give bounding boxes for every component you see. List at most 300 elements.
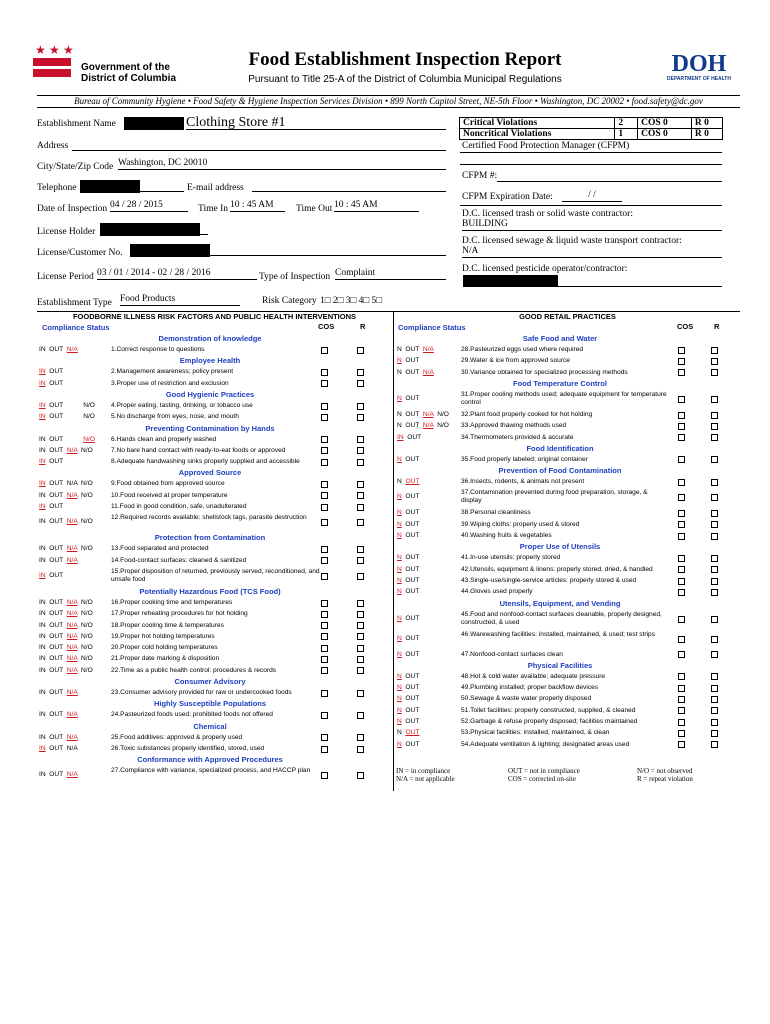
compliance-status[interactable]: IN OUT N/A xyxy=(39,771,78,779)
marked-status: N/A xyxy=(66,610,78,618)
item-description: 53.Physical facilities: installed, maintained, & clean xyxy=(461,729,610,737)
cos-checkbox[interactable] xyxy=(678,730,685,737)
compliance-status[interactable]: IN OUT N/A N/O xyxy=(39,632,93,640)
cfpm-exp-field[interactable]: / / xyxy=(562,190,622,202)
risk-category-options[interactable]: 1□ 2□ 3□ 4□ 5□ xyxy=(320,296,382,306)
noncritical-violations-label: Noncritical Violations xyxy=(460,129,615,140)
compliance-status[interactable]: IN OUT N/A xyxy=(39,711,78,719)
cos-checkbox[interactable] xyxy=(321,481,328,488)
inspection-type-label: Type of Inspection xyxy=(259,272,331,282)
group-heading: Utensils, Equipment, and Vending xyxy=(499,598,621,608)
list-item xyxy=(397,488,740,508)
group-heading: Prevention of Food Contamination xyxy=(498,466,622,476)
compliance-status[interactable]: IN OUT xyxy=(39,368,64,376)
establishment-name-label: Establishment Name xyxy=(37,119,116,129)
city-field[interactable]: Washington, DC 20010 xyxy=(118,158,446,170)
cos-checkbox[interactable] xyxy=(321,746,328,753)
marked-status: OUT xyxy=(405,729,420,737)
item-description: 34.Thermometers provided & accurate xyxy=(461,433,574,441)
item-description: 16.Proper cooking time and temperatures xyxy=(111,598,233,606)
cos-checkbox[interactable] xyxy=(321,414,328,421)
marked-status: N xyxy=(397,684,402,692)
r-checkbox[interactable] xyxy=(711,347,718,354)
compliance-status[interactable]: IN OUT N/A xyxy=(39,733,78,741)
r-checkbox[interactable] xyxy=(711,578,718,585)
item-description: 12.Required records available: shellstock tags, parasite destruction xyxy=(111,514,307,522)
marked-status: N xyxy=(397,565,402,573)
redacted-block xyxy=(124,117,184,130)
pesticide-contractor-label: D.C. licensed pesticide operator/contractor: xyxy=(462,264,628,274)
r-checkbox[interactable] xyxy=(711,651,718,658)
compliance-status[interactable]: N OUT xyxy=(397,565,420,573)
cos-checkbox[interactable] xyxy=(678,369,685,376)
cos-checkbox[interactable] xyxy=(678,589,685,596)
list-item xyxy=(397,477,740,488)
item-description: 25.Food additives: approved & properly used xyxy=(111,733,243,741)
r-checkbox[interactable] xyxy=(357,380,364,387)
r-checkbox[interactable] xyxy=(357,690,364,697)
list-item xyxy=(397,576,740,587)
item-description: 2.Management awareness; policy present xyxy=(111,368,234,376)
list-item xyxy=(39,632,391,643)
compliance-status[interactable]: N OUT xyxy=(397,455,420,463)
cos-checkbox[interactable] xyxy=(678,494,685,501)
cfpm-line xyxy=(460,164,722,165)
marked-status: N/A xyxy=(66,491,78,499)
list-item xyxy=(39,609,391,620)
list-item xyxy=(39,643,391,654)
r-checkbox[interactable] xyxy=(357,546,364,553)
group-heading: Employee Health xyxy=(179,356,241,366)
group-heading: Approved Source xyxy=(178,468,242,478)
time-in-field[interactable]: 10 : 45 AM xyxy=(230,200,285,212)
item-description: 14.Food-contact surfaces: cleaned & sanitized xyxy=(111,556,247,564)
compliance-status[interactable]: N OUT xyxy=(397,684,420,692)
cos-checkbox[interactable] xyxy=(321,667,328,674)
item-description: 13.Food separated and protected xyxy=(111,545,209,553)
r-checkbox[interactable] xyxy=(711,589,718,596)
r-checkbox[interactable] xyxy=(357,414,364,421)
r-checkbox[interactable] xyxy=(711,616,718,623)
r-checkbox[interactable] xyxy=(357,504,364,511)
compliance-status[interactable]: IN OUT N/A N/O xyxy=(39,491,93,499)
compliance-status[interactable]: N OUT xyxy=(397,478,420,486)
r-checkbox[interactable] xyxy=(711,685,718,692)
right-r-label: R xyxy=(714,322,720,331)
cos-checkbox[interactable] xyxy=(678,396,685,403)
cos-checkbox[interactable] xyxy=(678,412,685,419)
marked-status: N/A xyxy=(66,556,78,564)
r-checkbox[interactable] xyxy=(357,573,364,580)
dc-government-logo xyxy=(33,44,183,88)
compliance-status[interactable]: N OUT xyxy=(397,695,420,703)
inspection-date-field[interactable]: 04 / 28 / 2015 xyxy=(110,200,188,212)
cos-checkbox[interactable] xyxy=(321,447,328,454)
redacted-block xyxy=(80,180,140,193)
cos-checkbox[interactable] xyxy=(678,673,685,680)
email-field[interactable] xyxy=(252,180,446,192)
cos-checkbox[interactable] xyxy=(678,479,685,486)
item-description: 19.Proper hot holding temperatures xyxy=(111,632,215,640)
item-description: 4.Proper eating, tasting, drinking, or tobacco use xyxy=(111,401,253,409)
cos-checkbox[interactable] xyxy=(321,645,328,652)
marked-status: N xyxy=(397,455,402,463)
license-holder-field[interactable] xyxy=(200,223,208,235)
left-cos-label: COS xyxy=(318,322,335,331)
cos-checkbox[interactable] xyxy=(321,380,328,387)
group-heading: Protection from Contamination xyxy=(154,533,266,543)
r-checkbox[interactable] xyxy=(357,772,364,779)
r-checkbox[interactable] xyxy=(357,436,364,443)
list-item xyxy=(397,508,740,519)
sewage-contractor-field[interactable]: N/A xyxy=(462,246,722,258)
noncritical-violations-count: 1 xyxy=(615,129,638,140)
r-checkbox[interactable] xyxy=(711,479,718,486)
compliance-status[interactable]: N OUT xyxy=(397,672,420,680)
r-checkbox[interactable] xyxy=(357,645,364,652)
list-item xyxy=(39,621,391,632)
item-description: 3.Proper use of restriction and exclusion xyxy=(111,379,229,387)
list-item xyxy=(39,688,391,699)
marked-status: IN xyxy=(39,368,46,376)
compliance-status[interactable]: IN OUT N/A N/O xyxy=(39,621,93,629)
cos-checkbox[interactable] xyxy=(678,510,685,517)
r-checkbox[interactable] xyxy=(711,741,718,748)
item-description: 28.Pasteurized eggs used where required xyxy=(461,346,584,353)
marked-status: N/A xyxy=(66,598,78,606)
violations-table xyxy=(459,117,723,140)
compliance-status[interactable]: N OUT xyxy=(397,532,420,539)
item-description: 1.Correct response to questions xyxy=(111,346,205,353)
cos-checkbox[interactable] xyxy=(321,622,328,629)
star-icon: ★ xyxy=(63,43,74,57)
compliance-status[interactable]: N OUT N/A N/O xyxy=(397,410,449,418)
marked-status: N/A xyxy=(66,644,78,652)
r-checkbox[interactable] xyxy=(711,555,718,562)
r-checkbox[interactable] xyxy=(711,636,718,643)
item-description: 17.Proper reheating procedures for hot holding xyxy=(111,610,248,618)
cos-checkbox[interactable] xyxy=(678,616,685,623)
marked-status: N/A xyxy=(66,632,78,640)
cos-checkbox[interactable] xyxy=(321,369,328,376)
list-item xyxy=(39,379,391,390)
r-checkbox[interactable] xyxy=(357,403,364,410)
list-item xyxy=(397,520,740,531)
r-checkbox[interactable] xyxy=(357,712,364,719)
establishment-type-label: Establishment Type xyxy=(37,298,112,308)
cos-checkbox[interactable] xyxy=(321,690,328,697)
critical-cos: COS 0 xyxy=(638,118,692,129)
cos-checkbox[interactable] xyxy=(321,734,328,741)
r-checkbox[interactable] xyxy=(711,423,718,430)
item-description: 23.Consumer advisory provided for raw or undercooked foods xyxy=(111,689,292,696)
compliance-status[interactable]: IN OUT N/A N/O xyxy=(39,518,93,526)
r-checkbox[interactable] xyxy=(357,622,364,629)
compliance-status[interactable]: IN OUT N/A N/O xyxy=(39,655,93,663)
r-checkbox[interactable] xyxy=(357,557,364,564)
cos-checkbox[interactable] xyxy=(678,521,685,528)
r-checkbox[interactable] xyxy=(711,566,718,573)
group-heading: Chemical xyxy=(193,721,227,731)
compliance-status[interactable]: N OUT xyxy=(397,740,420,748)
r-checkbox[interactable] xyxy=(357,519,364,526)
list-item xyxy=(397,694,740,705)
group-heading: Food Identification xyxy=(526,443,594,453)
cos-checkbox[interactable] xyxy=(678,566,685,573)
r-checkbox[interactable] xyxy=(357,734,364,741)
establishment-name-field[interactable]: Clothing Store #1 xyxy=(186,116,446,130)
compliance-status[interactable]: N OUT xyxy=(397,706,420,714)
marked-status: N xyxy=(397,718,402,725)
item-description: 10.Food received at proper temperature xyxy=(111,491,228,499)
group-heading: Consumer Advisory xyxy=(174,677,246,686)
cos-checkbox[interactable] xyxy=(678,578,685,585)
compliance-status[interactable]: IN OUT N/A xyxy=(39,744,78,752)
compliance-status[interactable]: IN OUT N/O xyxy=(39,435,95,443)
redacted-block xyxy=(463,275,558,287)
compliance-status[interactable]: N OUT xyxy=(397,588,420,596)
marked-status: N/O xyxy=(83,435,95,443)
cos-checkbox[interactable] xyxy=(678,651,685,658)
compliance-status[interactable]: IN OUT N/O xyxy=(39,413,95,421)
cos-checkbox[interactable] xyxy=(321,600,328,607)
list-item xyxy=(397,368,740,379)
cos-checkbox[interactable] xyxy=(678,685,685,692)
item-description: 47.Nonfood-contact surfaces clean xyxy=(461,650,563,658)
compliance-status[interactable]: N OUT xyxy=(397,493,420,501)
compliance-status[interactable]: N OUT xyxy=(397,634,420,642)
cos-checkbox[interactable] xyxy=(678,741,685,748)
cos-checkbox[interactable] xyxy=(678,707,685,714)
cos-checkbox[interactable] xyxy=(321,633,328,640)
r-checkbox[interactable] xyxy=(357,459,364,466)
list-item xyxy=(39,733,391,744)
critical-violations-count: 2 xyxy=(615,118,638,129)
cos-checkbox[interactable] xyxy=(678,533,685,540)
item-description: 30.Variance obtained for specialized processing methods xyxy=(461,368,628,376)
cos-checkbox[interactable] xyxy=(678,456,685,463)
group-heading: Food Temperature Control xyxy=(512,378,608,388)
group-heading: Demonstration of knowledge xyxy=(158,334,262,343)
customer-no-label: License/Customer No. xyxy=(37,248,123,258)
list-item xyxy=(397,683,740,694)
marked-status: N xyxy=(397,588,402,596)
item-description: 42.Utensils, equipment & linens: properly stored, dried, & handled xyxy=(461,565,653,573)
item-description: 45.Food and nonfood-contact surfaces cleanable, properly designed, constructed, & used xyxy=(461,610,662,626)
compliance-status[interactable]: IN OUT N/A N/O xyxy=(39,598,93,606)
list-item xyxy=(39,401,391,412)
marked-status: N xyxy=(397,520,402,528)
cos-checkbox[interactable] xyxy=(321,611,328,618)
r-checkbox[interactable] xyxy=(711,673,718,680)
cos-checkbox[interactable] xyxy=(678,347,685,354)
r-checkbox[interactable] xyxy=(357,447,364,454)
cos-checkbox[interactable] xyxy=(321,519,328,526)
r-checkbox[interactable] xyxy=(357,633,364,640)
cos-checkbox[interactable] xyxy=(678,423,685,430)
r-checkbox[interactable] xyxy=(357,481,364,488)
compliance-status[interactable]: IN OUT N/A N/O xyxy=(39,446,93,454)
list-item xyxy=(397,706,740,717)
column-divider xyxy=(393,311,394,791)
marked-status: N/A xyxy=(66,446,78,454)
compliance-status[interactable]: N OUT xyxy=(397,394,420,402)
r-checkbox[interactable] xyxy=(711,521,718,528)
doh-logo xyxy=(660,52,738,88)
r-checkbox[interactable] xyxy=(711,494,718,501)
item-description: 35.Food properly labeled; original container xyxy=(461,455,588,463)
cos-checkbox[interactable] xyxy=(321,459,328,466)
item-description: 36.Insects, rodents, & animals not present xyxy=(461,478,585,486)
r-checkbox[interactable] xyxy=(357,667,364,674)
cos-checkbox[interactable] xyxy=(321,546,328,553)
cos-checkbox[interactable] xyxy=(678,434,685,441)
r-checkbox[interactable] xyxy=(711,434,718,441)
compliance-status[interactable]: N OUT xyxy=(397,554,420,562)
r-checkbox[interactable] xyxy=(711,719,718,726)
cos-checkbox[interactable] xyxy=(321,492,328,499)
r-checkbox[interactable] xyxy=(357,492,364,499)
r-checkbox[interactable] xyxy=(711,456,718,463)
r-checkbox[interactable] xyxy=(357,600,364,607)
list-item xyxy=(39,766,391,786)
compliance-status[interactable]: N OUT xyxy=(397,729,420,737)
doh-logo-text: DOH xyxy=(671,51,727,77)
compliance-status[interactable]: IN OUT N/A N/O xyxy=(39,545,93,553)
r-checkbox[interactable] xyxy=(711,707,718,714)
marked-status: N/A xyxy=(66,771,78,779)
list-item xyxy=(39,567,391,587)
marked-status: IN xyxy=(39,480,46,488)
compliance-status[interactable]: N OUT xyxy=(397,614,420,622)
cos-checkbox[interactable] xyxy=(321,656,328,663)
item-description: 49.Plumbing installed; proper backflow devices xyxy=(461,684,599,692)
r-checkbox[interactable] xyxy=(711,396,718,403)
r-checkbox[interactable] xyxy=(711,696,718,703)
pesticide-contractor-field[interactable] xyxy=(558,286,722,287)
cos-checkbox[interactable] xyxy=(678,555,685,562)
list-item xyxy=(39,744,391,755)
item-description: 9.Food obtained from approved source xyxy=(111,480,225,488)
list-item xyxy=(39,491,391,502)
r-checkbox[interactable] xyxy=(357,746,364,753)
compliance-status[interactable]: N OUT xyxy=(397,718,420,725)
establishment-type-field[interactable]: Food Products xyxy=(120,294,240,306)
compliance-status[interactable]: IN OUT xyxy=(397,433,422,441)
marked-status: N/A xyxy=(66,733,78,741)
cos-checkbox[interactable] xyxy=(321,436,328,443)
inspection-type-field[interactable]: Complaint xyxy=(335,268,446,280)
cos-checkbox[interactable] xyxy=(678,719,685,726)
cos-checkbox[interactable] xyxy=(321,712,328,719)
cos-checkbox[interactable] xyxy=(321,504,328,511)
cos-checkbox[interactable] xyxy=(678,636,685,643)
compliance-status[interactable]: IN OUT N/A N/O xyxy=(39,644,93,652)
r-checkbox[interactable] xyxy=(711,358,718,365)
r-checkbox[interactable] xyxy=(711,369,718,376)
legend-in: IN = in compliance xyxy=(396,767,451,775)
marked-status: IN xyxy=(397,433,404,441)
item-description: 32.Plant food properly cooked for hot holding xyxy=(461,410,593,418)
marked-status: IN xyxy=(39,744,46,752)
r-checkbox[interactable] xyxy=(711,533,718,540)
r-checkbox[interactable] xyxy=(711,730,718,737)
cos-checkbox[interactable] xyxy=(678,358,685,365)
compliance-status[interactable]: IN OUT xyxy=(39,458,64,466)
license-period-field[interactable]: 03 / 01 / 2014 - 02 / 28 / 2016 xyxy=(97,268,257,280)
r-checkbox[interactable] xyxy=(357,656,364,663)
compliance-status[interactable]: N OUT xyxy=(397,650,420,658)
list-item xyxy=(39,435,391,446)
item-description: 50.Sewage & waste water properly disposed xyxy=(461,695,592,703)
compliance-status[interactable]: IN OUT N/A xyxy=(39,689,78,696)
left-section-title: FOODBORNE ILLNESS RISK FACTORS AND PUBLIC HEALTH INTERVENTIONS xyxy=(72,312,357,321)
compliance-status[interactable]: N OUT xyxy=(397,576,420,584)
risk-category-label: Risk Category xyxy=(262,296,317,306)
cos-checkbox[interactable] xyxy=(321,557,328,564)
compliance-status[interactable]: IN OUT N/A N/O xyxy=(39,610,93,618)
cos-checkbox[interactable] xyxy=(678,696,685,703)
legend-r: R = repeat violation xyxy=(637,775,693,783)
compliance-status[interactable]: IN OUT N/O xyxy=(39,401,95,409)
compliance-status[interactable]: IN OUT xyxy=(39,571,64,579)
compliance-status[interactable]: N OUT N/A N/O xyxy=(397,422,449,430)
item-description: 48.Hot & cold water available; adequate pressure xyxy=(461,672,606,680)
compliance-status[interactable]: IN OUT xyxy=(39,379,64,387)
list-item xyxy=(39,513,391,533)
license-period-label: License Period xyxy=(37,272,94,282)
marked-status: N/A xyxy=(66,545,78,553)
r-checkbox[interactable] xyxy=(357,369,364,376)
r-checkbox[interactable] xyxy=(711,510,718,517)
group-heading: Good Hygienic Practices xyxy=(165,389,255,399)
time-out-field[interactable]: 10 : 45 AM xyxy=(334,200,419,212)
trash-contractor-field[interactable]: BUILDING xyxy=(462,219,722,231)
item-description: 20.Proper cold holding temperatures xyxy=(111,644,218,652)
cfpm-no-field[interactable] xyxy=(497,181,722,182)
compliance-status[interactable]: IN OUT N/A N/O xyxy=(39,480,93,488)
compliance-status[interactable]: IN OUT N/A N/O xyxy=(39,666,93,674)
compliance-status[interactable]: N OUT xyxy=(397,357,420,365)
r-checkbox[interactable] xyxy=(357,611,364,618)
cos-checkbox[interactable] xyxy=(321,772,328,779)
item-description: 6.Hands clean and properly washed xyxy=(111,435,217,443)
customer-no-field[interactable] xyxy=(210,244,446,256)
address-field[interactable] xyxy=(72,139,446,151)
contact-banner: Bureau of Community Hygiene • Food Safety & Hygiene Inspection Services Division • 899 North Capitol Street, NE-5th Floor • Washington, DC 20002 • food.safety@dc.gov xyxy=(37,95,740,108)
list-item xyxy=(397,587,740,598)
compliance-status[interactable]: IN OUT xyxy=(39,503,64,510)
marked-status: N/A xyxy=(66,621,78,629)
marked-status: N xyxy=(397,695,402,703)
compliance-status[interactable]: N OUT N/A xyxy=(397,368,434,376)
compliance-status[interactable]: N OUT xyxy=(397,509,420,517)
list-item xyxy=(39,367,391,378)
cos-checkbox[interactable] xyxy=(321,573,328,580)
telephone-field[interactable] xyxy=(140,180,184,192)
compliance-status[interactable]: N OUT N/A xyxy=(397,346,434,353)
r-checkbox[interactable] xyxy=(357,347,364,354)
compliance-status[interactable]: IN OUT N/A xyxy=(39,556,78,564)
cos-checkbox[interactable] xyxy=(321,347,328,354)
item-description: 37.Contamination prevented during food preparation, storage, & display xyxy=(461,489,648,505)
compliance-status[interactable]: N OUT xyxy=(397,520,420,528)
compliance-status[interactable]: IN OUT N/A xyxy=(39,346,78,353)
r-checkbox[interactable] xyxy=(711,412,718,419)
cos-checkbox[interactable] xyxy=(321,403,328,410)
divider xyxy=(460,205,722,206)
page-title: Food Establishment Inspection Report xyxy=(248,49,562,70)
